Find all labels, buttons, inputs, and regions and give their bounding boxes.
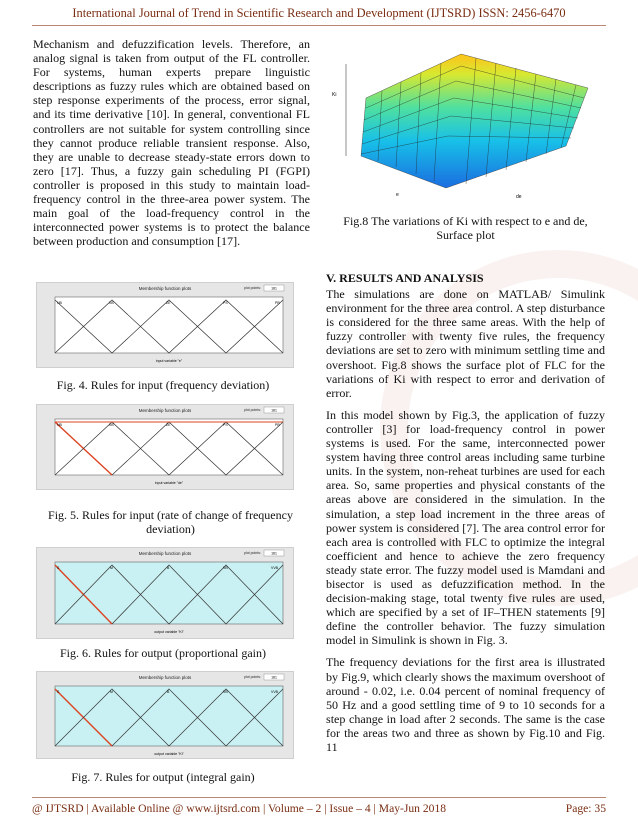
- fig5-axis-label: input variable "de": [154, 481, 184, 485]
- fig7-mf-label-3: VB: [223, 690, 228, 694]
- fig8-z-label: Ki: [332, 92, 337, 98]
- fig4-axis-label: input variable "e": [155, 359, 183, 363]
- fig4-plot-points-label: plot points:: [244, 286, 261, 290]
- fig6-mf-label-4: VVB: [271, 566, 279, 570]
- fig7-mf-label-2: B: [167, 690, 170, 694]
- fig7-mf-label-0: S: [57, 690, 60, 694]
- fig6-mf-label-3: VB: [223, 566, 228, 570]
- fig6-axes: [55, 562, 283, 624]
- fig5-mf-label-0: NB: [57, 423, 62, 427]
- fig7-plot-points-value: 181: [271, 675, 277, 680]
- figure-4: [36, 282, 294, 368]
- fig8-caption: Fig.8 The variations of Ki with respect to e and de, Surface plot: [343, 214, 588, 242]
- right-paragraph-1: The simulations are done on MATLAB/ Simulink environment for the three area control. A step disturbance is considered for the three same areas. With the help of fuzzy controller with twenty five rules, the frequency deviations are set to zero with minimum settling time and overshoot. Fig.8 shows the surface plot of FLC for the variations of Ki with respect to error and derivation of error.: [326, 287, 605, 400]
- fig6-mf-label-0: S: [57, 566, 60, 570]
- fig7-plot-points-label: plot points:: [244, 675, 261, 679]
- fig8-y-label: e: [396, 192, 399, 198]
- header-rule: [32, 25, 606, 26]
- fig6-axis-label: output variable "Ki": [154, 630, 184, 634]
- fig7-axis-label: output variable "Ki": [154, 752, 184, 756]
- fig5-plot-title: Membership function plots: [138, 408, 192, 413]
- fig5-mf-label-1: NS: [109, 423, 114, 427]
- fig5-plot-points-label: plot points:: [244, 408, 261, 412]
- fig7-axes: [55, 686, 283, 746]
- fig6-caption: Fig. 6. Rules for output (proportional gain): [60, 646, 266, 660]
- fig7-plot-title: Membership function plots: [138, 675, 192, 680]
- figure-5: [36, 404, 294, 490]
- fig7-mf-plot: [37, 672, 293, 758]
- page-footer: [32, 802, 606, 815]
- fig8-surface-plot: [326, 36, 604, 206]
- fig6-plot-points-label: plot points:: [244, 551, 261, 555]
- right-paragraph-3: The frequency deviations for the first area is illustrated by Fig.9, which clearly shows the maximum overshoot of around - 0.02, i.e. 0.04 percent of nominal frequency of 50 Hz and a good settling time of 9 to 10 seconds for a step change in load after 2 seconds. The same is the case for the areas two and three as shown by Fig.10 and Fig. 11: [326, 655, 605, 754]
- figure-6: [36, 547, 294, 639]
- fig4-caption: Fig. 4. Rules for input (frequency deviation): [56, 378, 270, 392]
- fig4-mf-label-4: PB: [275, 301, 280, 305]
- fig6-mf-label-1: M: [110, 566, 113, 570]
- page-number: Page: 35: [565, 802, 606, 815]
- fig4-plot-points-value: 181: [271, 286, 277, 291]
- fig7-mf-label-1: M: [110, 690, 113, 694]
- figure-8: [326, 36, 604, 206]
- journal-header: International Journal of Trend in Scientific Research and Development (IJTSRD) ISSN: 2456-6470: [72, 6, 566, 20]
- fig5-caption: Fig. 5. Rules for input (rate of change of frequency deviation): [48, 508, 293, 536]
- fig7-caption: Fig. 7. Rules for output (integral gain): [71, 770, 255, 784]
- fig4-axes: [55, 297, 283, 353]
- right-paragraph-2: In this model shown by Fig.3, the application of fuzzy controller [3] for load-frequency control in power systems is used. For the same, interconnected power system having three control areas including same turbine units. In the system, non-reheat turbines are used for each area. So, same properties and physical constants of the areas above are considered in the simulation. In the simulation, a step load increment in the three areas of power system is considered [7]. The area control error for each area is controlled with FLC to optimize the integral coefficient and hence to achieve the zero frequency steady state error. The fuzzy model used is Mamdani and bisector is used as defuzzification method. In the decision-making stage, total twenty five rules are used, which are specified by a set of IF–THEN statements [9] define the controller behavior. The fuzzy simulation model in Simulink is shown in Fig. 3.: [326, 407, 605, 648]
- fig8-surface: [361, 54, 588, 188]
- fig6-mf-label-2: B: [167, 566, 170, 570]
- fig4-plot-title: Membership function plots: [138, 286, 192, 291]
- fig8-x-label: de: [516, 194, 522, 200]
- fig6-plot-points-value: 181: [271, 551, 277, 556]
- fig5-mf-label-2: ZE: [166, 423, 171, 427]
- fig4-mf-label-3: PS: [223, 301, 228, 305]
- fig4-mf-label-1: NS: [109, 301, 114, 305]
- section-title: V. RESULTS AND ANALYSIS: [326, 271, 484, 285]
- left-column-text: [33, 37, 310, 256]
- footer-left: @ IJTSRD | Available Online @ www.ijtsrd.com | Volume – 2 | Issue – 4 | May-Jun 2018: [32, 802, 447, 815]
- fig5-axes: [55, 419, 283, 475]
- fig5-mf-label-4: PB: [275, 423, 280, 427]
- figure-7: [36, 671, 294, 759]
- fig4-mf-label-0: NB: [57, 301, 62, 305]
- fig5-mf-label-3: PS: [223, 423, 228, 427]
- fig6-mf-plot: [37, 548, 293, 638]
- left-paragraph: Mechanism and defuzzification levels. Therefore, an analog signal is taken from output of the FL controller. For systems, human experts prepare linguistic descriptions as fuzzy rules which are obtained based on step response experiments of the process, error signal, and its time derivative [10]. In general, conventional FL controllers are not suitable for system controlling since they cannot produce reliable transient response. Also, they are unable to decrease steady-state errors down to zero [17]. Thus, a fuzzy gain scheduling PI (FGPI) controller is proposed in this study to maintain load-frequency control in the three-area power system. The main goal of the load-frequency control in the interconnected power systems is to protect the balance between production and consumption [17].: [33, 37, 310, 249]
- footer-rule: [32, 797, 606, 798]
- fig5-plot-points-value: 181: [271, 408, 277, 413]
- right-column-text: [326, 271, 605, 762]
- fig4-mf-label-2: ZE: [166, 301, 171, 305]
- fig7-mf-label-4: VVB: [271, 690, 279, 694]
- fig6-plot-title: Membership function plots: [138, 551, 192, 556]
- fig4-mf-plot: [37, 283, 293, 367]
- fig5-mf-plot: [37, 405, 293, 489]
